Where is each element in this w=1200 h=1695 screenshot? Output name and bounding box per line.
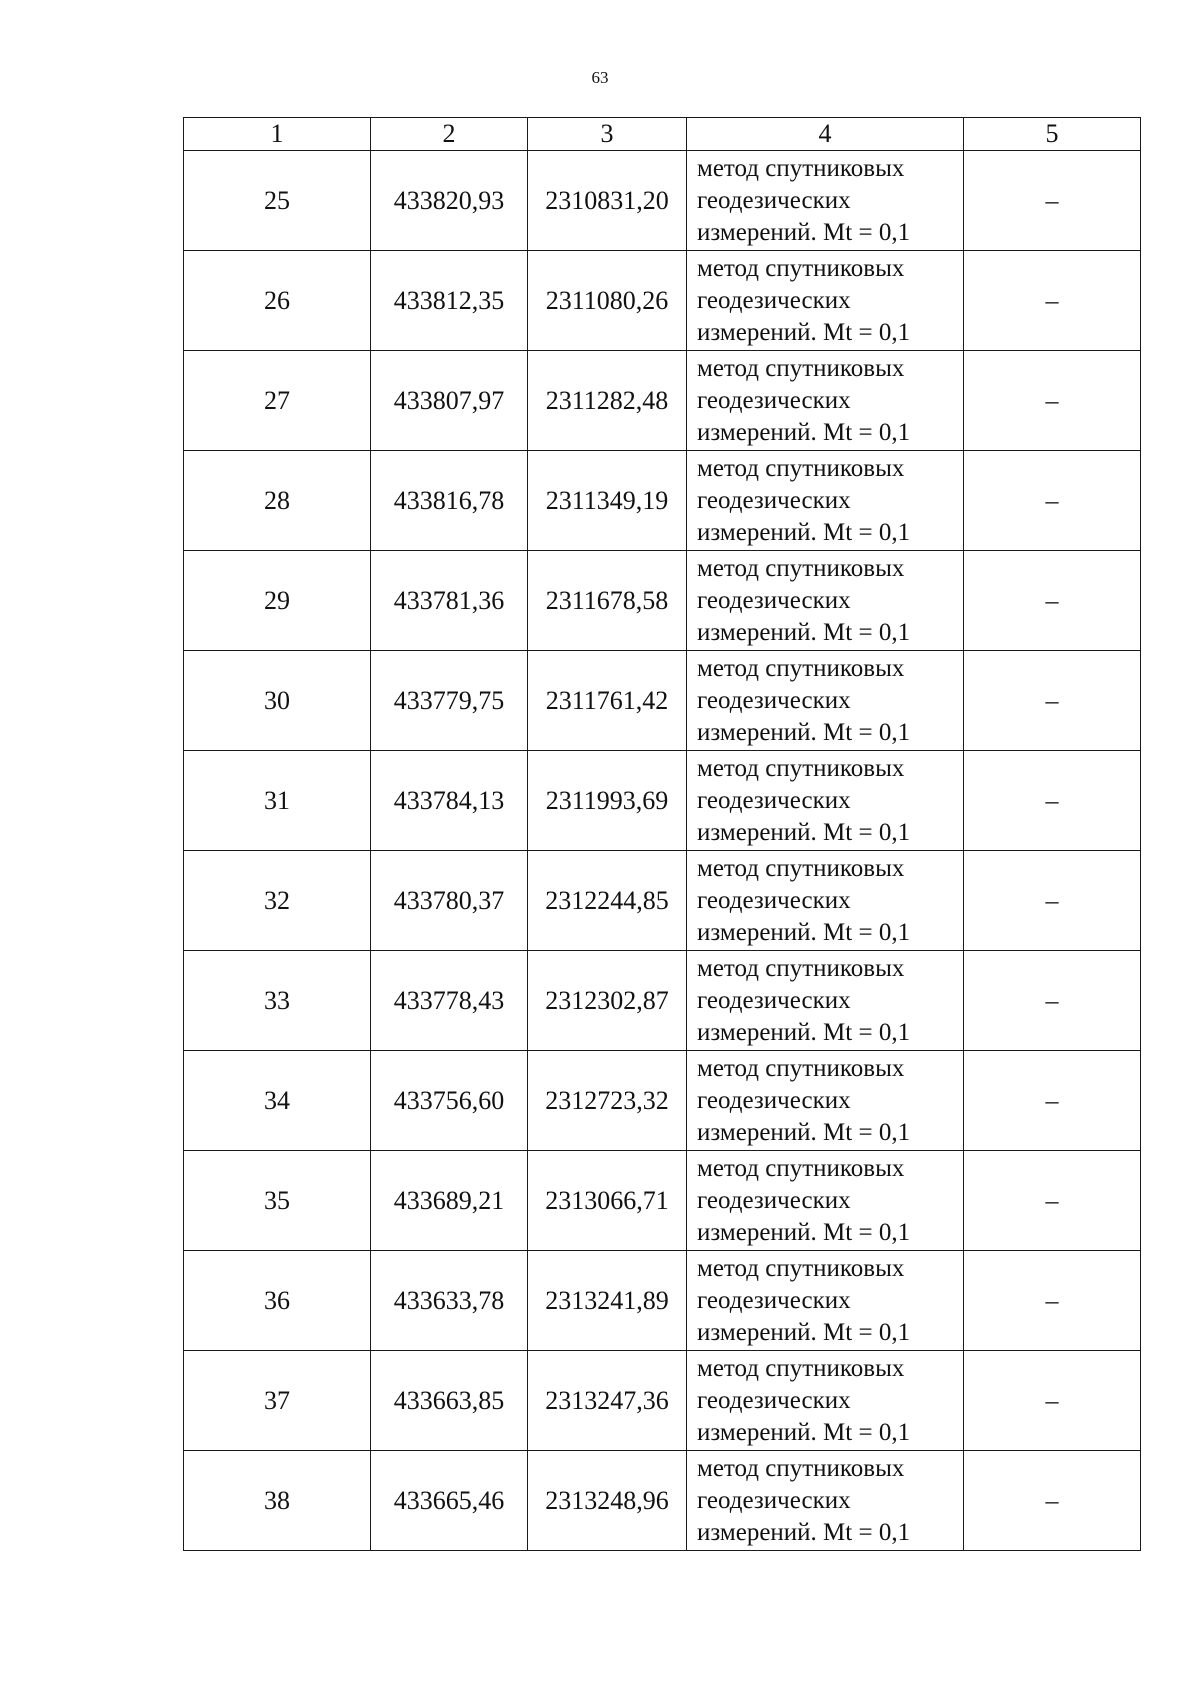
x-coordinate-cell: 433779,75 bbox=[371, 651, 528, 751]
x-coordinate-cell: 433663,85 bbox=[371, 1351, 528, 1451]
method-line-2: геодезических bbox=[697, 786, 851, 814]
method-line-2: геодезических bbox=[697, 986, 851, 1014]
method-line-3: измерений. Mt = 0,1 bbox=[697, 1118, 911, 1146]
method-line-2: геодезических bbox=[697, 1086, 851, 1114]
note-cell: – bbox=[964, 151, 1141, 251]
x-coordinate-cell: 433812,35 bbox=[371, 251, 528, 351]
note-cell: – bbox=[964, 951, 1141, 1051]
note-cell: – bbox=[964, 451, 1141, 551]
method-line-1: метод спутниковых bbox=[697, 1354, 905, 1382]
method-cell bbox=[687, 1251, 964, 1351]
note-cell: – bbox=[964, 651, 1141, 751]
method-line-2: геодезических bbox=[697, 686, 851, 714]
table-row bbox=[184, 851, 1141, 951]
method-line-3: измерений. Mt = 0,1 bbox=[697, 718, 911, 746]
point-number-cell: 37 bbox=[184, 1351, 371, 1451]
y-coordinate-cell: 2311349,19 bbox=[528, 451, 687, 551]
table-row bbox=[184, 451, 1141, 551]
y-coordinate-cell: 2311678,58 bbox=[528, 551, 687, 651]
method-cell bbox=[687, 1451, 964, 1551]
x-coordinate-cell: 433784,13 bbox=[371, 751, 528, 851]
method-line-3: измерений. Mt = 0,1 bbox=[697, 818, 911, 846]
method-line-3: измерений. Mt = 0,1 bbox=[697, 1218, 911, 1246]
method-line-3: измерений. Mt = 0,1 bbox=[697, 418, 911, 446]
coordinates-table bbox=[183, 117, 1141, 1551]
column-header-3: 3 bbox=[528, 118, 687, 151]
method-line-1: метод спутниковых bbox=[697, 1054, 905, 1082]
table-row bbox=[184, 251, 1141, 351]
header-row bbox=[184, 118, 1141, 151]
method-line-1: метод спутниковых bbox=[697, 454, 905, 482]
x-coordinate-cell: 433689,21 bbox=[371, 1151, 528, 1251]
y-coordinate-cell: 2313248,96 bbox=[528, 1451, 687, 1551]
method-line-2: геодезических bbox=[697, 1286, 851, 1314]
method-line-3: измерений. Mt = 0,1 bbox=[697, 1018, 911, 1046]
column-header-5: 5 bbox=[964, 118, 1141, 151]
x-coordinate-cell: 433820,93 bbox=[371, 151, 528, 251]
note-cell: – bbox=[964, 751, 1141, 851]
table-row bbox=[184, 751, 1141, 851]
x-coordinate-cell: 433633,78 bbox=[371, 1251, 528, 1351]
method-line-1: метод спутниковых bbox=[697, 354, 905, 382]
y-coordinate-cell: 2311282,48 bbox=[528, 351, 687, 451]
method-line-3: измерений. Mt = 0,1 bbox=[697, 518, 911, 546]
y-coordinate-cell: 2313241,89 bbox=[528, 1251, 687, 1351]
method-line-1: метод спутниковых bbox=[697, 1154, 905, 1182]
y-coordinate-cell: 2310831,20 bbox=[528, 151, 687, 251]
method-cell bbox=[687, 151, 964, 251]
point-number-cell: 29 bbox=[184, 551, 371, 651]
method-cell bbox=[687, 1051, 964, 1151]
method-line-1: метод спутниковых bbox=[697, 254, 905, 282]
table-row bbox=[184, 1351, 1141, 1451]
table-body bbox=[184, 151, 1141, 1551]
y-coordinate-cell: 2313066,71 bbox=[528, 1151, 687, 1251]
method-line-3: измерений. Mt = 0,1 bbox=[697, 218, 911, 246]
method-line-1: метод спутниковых bbox=[697, 754, 905, 782]
table-row bbox=[184, 951, 1141, 1051]
method-cell bbox=[687, 951, 964, 1051]
method-line-2: геодезических bbox=[697, 1486, 851, 1514]
x-coordinate-cell: 433816,78 bbox=[371, 451, 528, 551]
point-number-cell: 28 bbox=[184, 451, 371, 551]
point-number-cell: 38 bbox=[184, 1451, 371, 1551]
note-cell: – bbox=[964, 851, 1141, 951]
method-cell bbox=[687, 751, 964, 851]
note-cell: – bbox=[964, 1351, 1141, 1451]
note-cell: – bbox=[964, 1151, 1141, 1251]
x-coordinate-cell: 433807,97 bbox=[371, 351, 528, 451]
note-cell: – bbox=[964, 1251, 1141, 1351]
note-cell: – bbox=[964, 351, 1141, 451]
point-number-cell: 26 bbox=[184, 251, 371, 351]
method-line-2: геодезических bbox=[697, 186, 851, 214]
y-coordinate-cell: 2312723,32 bbox=[528, 1051, 687, 1151]
page-number: 63 bbox=[591, 68, 609, 87]
table-row bbox=[184, 1051, 1141, 1151]
method-line-2: геодезических bbox=[697, 386, 851, 414]
y-coordinate-cell: 2311080,26 bbox=[528, 251, 687, 351]
table-row bbox=[184, 1151, 1141, 1251]
method-line-2: геодезических bbox=[697, 286, 851, 314]
method-line-1: метод спутниковых bbox=[697, 954, 905, 982]
table-row bbox=[184, 351, 1141, 451]
x-coordinate-cell: 433665,46 bbox=[371, 1451, 528, 1551]
x-coordinate-cell: 433780,37 bbox=[371, 851, 528, 951]
method-line-1: метод спутниковых bbox=[697, 654, 905, 682]
method-cell bbox=[687, 1351, 964, 1451]
point-number-cell: 25 bbox=[184, 151, 371, 251]
method-cell bbox=[687, 651, 964, 751]
method-line-1: метод спутниковых bbox=[697, 1254, 905, 1282]
x-coordinate-cell: 433756,60 bbox=[371, 1051, 528, 1151]
table-row bbox=[184, 1251, 1141, 1351]
method-cell bbox=[687, 1151, 964, 1251]
method-cell bbox=[687, 851, 964, 951]
point-number-cell: 35 bbox=[184, 1151, 371, 1251]
table-row bbox=[184, 151, 1141, 251]
x-coordinate-cell: 433781,36 bbox=[371, 551, 528, 651]
y-coordinate-cell: 2313247,36 bbox=[528, 1351, 687, 1451]
table-header bbox=[184, 118, 1141, 151]
point-number-cell: 27 bbox=[184, 351, 371, 451]
method-line-3: измерений. Mt = 0,1 bbox=[697, 618, 911, 646]
method-cell bbox=[687, 351, 964, 451]
y-coordinate-cell: 2311761,42 bbox=[528, 651, 687, 751]
method-line-1: метод спутниковых bbox=[697, 1454, 905, 1482]
y-coordinate-cell: 2311993,69 bbox=[528, 751, 687, 851]
method-line-2: геодезических bbox=[697, 1186, 851, 1214]
method-line-3: измерений. Mt = 0,1 bbox=[697, 918, 911, 946]
method-line-1: метод спутниковых bbox=[697, 854, 905, 882]
x-coordinate-cell: 433778,43 bbox=[371, 951, 528, 1051]
method-line-3: измерений. Mt = 0,1 bbox=[697, 1518, 911, 1546]
method-line-2: геодезических bbox=[697, 886, 851, 914]
point-number-cell: 33 bbox=[184, 951, 371, 1051]
method-line-3: измерений. Mt = 0,1 bbox=[697, 1318, 911, 1346]
method-line-3: измерений. Mt = 0,1 bbox=[697, 1418, 911, 1446]
method-line-3: измерений. Mt = 0,1 bbox=[697, 318, 911, 346]
method-line-1: метод спутниковых bbox=[697, 554, 905, 582]
point-number-cell: 32 bbox=[184, 851, 371, 951]
table-row bbox=[184, 1451, 1141, 1551]
method-cell bbox=[687, 251, 964, 351]
method-line-2: геодезических bbox=[697, 1386, 851, 1414]
point-number-cell: 34 bbox=[184, 1051, 371, 1151]
point-number-cell: 31 bbox=[184, 751, 371, 851]
note-cell: – bbox=[964, 251, 1141, 351]
column-header-4: 4 bbox=[687, 118, 964, 151]
method-line-2: геодезических bbox=[697, 586, 851, 614]
method-line-1: метод спутниковых bbox=[697, 154, 905, 182]
note-cell: – bbox=[964, 551, 1141, 651]
table-row bbox=[184, 551, 1141, 651]
note-cell: – bbox=[964, 1051, 1141, 1151]
column-header-1: 1 bbox=[184, 118, 371, 151]
point-number-cell: 30 bbox=[184, 651, 371, 751]
table-row bbox=[184, 651, 1141, 751]
method-line-2: геодезических bbox=[697, 486, 851, 514]
method-cell bbox=[687, 551, 964, 651]
y-coordinate-cell: 2312302,87 bbox=[528, 951, 687, 1051]
column-header-2: 2 bbox=[371, 118, 528, 151]
method-cell bbox=[687, 451, 964, 551]
note-cell: – bbox=[964, 1451, 1141, 1551]
y-coordinate-cell: 2312244,85 bbox=[528, 851, 687, 951]
point-number-cell: 36 bbox=[184, 1251, 371, 1351]
